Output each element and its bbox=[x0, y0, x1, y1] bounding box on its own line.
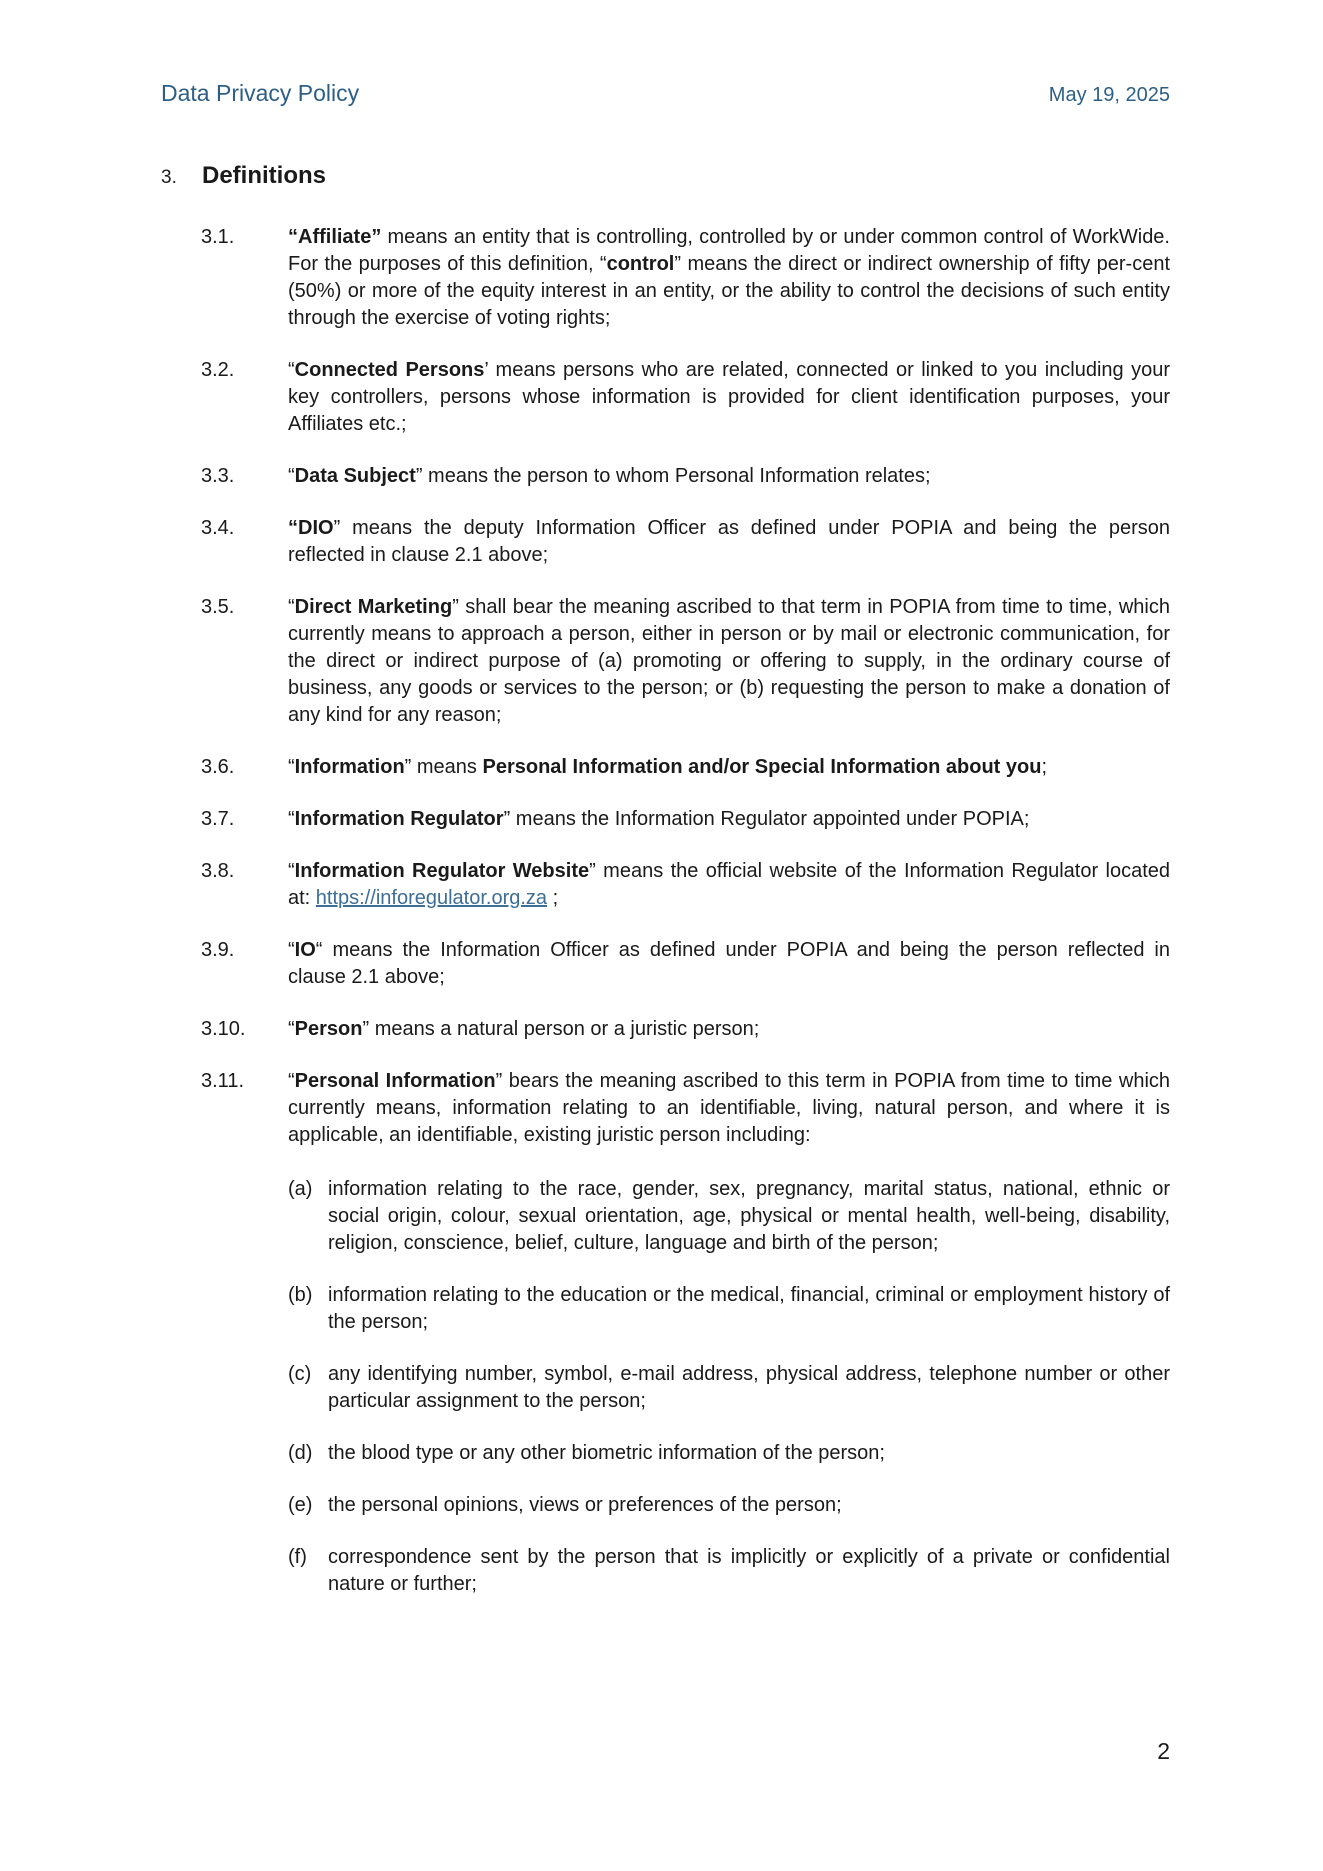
term-open-quote: “ bbox=[288, 1070, 295, 1092]
defined-term: Information Regulator bbox=[294, 808, 504, 830]
term-close-quote: ” bbox=[362, 1018, 370, 1040]
sublist-item bbox=[288, 1361, 1170, 1415]
term-close-quote: ” bbox=[495, 1070, 503, 1092]
definition-number: 3.7. bbox=[201, 808, 235, 830]
definition-body: means the deputy Information Officer as defined under POPIA and being the person reflected in clause 2.1 above; bbox=[288, 517, 1170, 566]
defined-term: Information Regulator Website bbox=[294, 860, 590, 882]
sublist-label: (a) bbox=[288, 1178, 313, 1200]
term-open-quote: “ bbox=[288, 517, 298, 539]
definition-item bbox=[201, 357, 1170, 438]
definition-number: 3.4. bbox=[201, 517, 235, 539]
defined-term: Data Subject bbox=[294, 465, 416, 487]
definition-number: 3.6. bbox=[201, 756, 235, 778]
definition-text bbox=[288, 858, 1170, 912]
definition-item bbox=[201, 515, 1170, 569]
definition-body: shall bear the meaning ascribed to that term in POPIA from time to time, which currently means to approach a person, either in person or by mail or electronic communication, for the direct or indirect purpose of (a) promoting or offering to supply, in the ordinary course of business, any goods or services to the person; or (b) requesting the person to make a donation of any kind for any reason; bbox=[288, 596, 1170, 726]
definition-body: means the person to whom Personal Information relates; bbox=[422, 465, 931, 487]
term-close-quote: ” bbox=[452, 596, 459, 618]
definition-item bbox=[201, 224, 1170, 332]
term-open-quote: “ bbox=[288, 596, 295, 618]
defined-term: Person bbox=[294, 1018, 363, 1040]
term-close-quote: ” bbox=[404, 756, 412, 778]
definition-body: means an entity that is controlling, controlled by or under common control of WorkWide. For the purposes of this definition, “ bbox=[288, 226, 1170, 275]
regulator-website-link[interactable]: https://inforegulator.org.za bbox=[315, 887, 548, 909]
term-close-quote: “ bbox=[315, 939, 323, 961]
definition-text bbox=[288, 1016, 1170, 1043]
sublist-label: (e) bbox=[288, 1494, 313, 1516]
term-open-quote: “ bbox=[288, 939, 295, 961]
definitions-list bbox=[201, 224, 1170, 1623]
sublist-item bbox=[288, 1282, 1170, 1336]
definition-item bbox=[201, 1016, 1170, 1043]
defined-term: Connected Persons bbox=[294, 359, 485, 381]
document-header-title: Data Privacy Policy bbox=[161, 80, 360, 106]
sublist-text: information relating to the race, gender, sex, pregnancy, marital status, national, ethnic or social origin, colour, sexual orientation, age, physical or mental health, well-being, disability, religion, conscience, belief, culture, language and birth of the person; bbox=[328, 1178, 1170, 1254]
term-close-quote: ” bbox=[333, 517, 341, 539]
defined-term: Direct Marketing bbox=[294, 596, 453, 618]
definition-number: 3.1. bbox=[201, 226, 235, 248]
defined-term-inline: control bbox=[606, 253, 675, 275]
definition-item bbox=[201, 858, 1170, 912]
definition-text bbox=[288, 1068, 1170, 1149]
sublist-text: the personal opinions, views or preferences of the person; bbox=[328, 1494, 842, 1516]
defined-term: DIO bbox=[298, 517, 334, 539]
definition-item bbox=[201, 463, 1170, 490]
page-number: 2 bbox=[1157, 1738, 1170, 1764]
definition-body-cont: ; bbox=[1041, 756, 1048, 778]
sublist-item bbox=[288, 1176, 1170, 1257]
definition-number: 3.11. bbox=[201, 1070, 244, 1092]
sublist-label: (c) bbox=[288, 1363, 312, 1385]
section-title: Definitions bbox=[202, 162, 326, 189]
section-number: 3. bbox=[161, 167, 177, 188]
sublist-item bbox=[288, 1440, 1170, 1467]
sublist-label: (b) bbox=[288, 1284, 313, 1306]
definition-text bbox=[288, 937, 1170, 991]
definition-number: 3.2. bbox=[201, 359, 235, 381]
term-close-quote: ” bbox=[589, 860, 596, 882]
definition-number: 3.10. bbox=[201, 1018, 246, 1040]
definition-body-cont: ; bbox=[547, 887, 559, 909]
definition-emphasis: Personal Information and/or Special Information about you bbox=[482, 756, 1042, 778]
definition-body: means bbox=[411, 756, 483, 778]
term-open-quote: “ bbox=[288, 226, 298, 248]
definition-body: means the official website of the Information Regulator located at: bbox=[288, 860, 1170, 909]
sublist-label: (d) bbox=[288, 1442, 313, 1464]
definition-body: means the Information Regulator appointed under POPIA; bbox=[510, 808, 1030, 830]
definition-body: means a natural person or a juristic person; bbox=[369, 1018, 760, 1040]
term-close-quote: ” bbox=[503, 808, 511, 830]
definition-text bbox=[288, 754, 1170, 781]
definition-number: 3.8. bbox=[201, 860, 235, 882]
sublist-item bbox=[288, 1492, 1170, 1519]
definition-body: means the Information Officer as defined under POPIA and being the person reflected in clause 2.1 above; bbox=[288, 939, 1170, 988]
term-open-quote: “ bbox=[288, 860, 295, 882]
term-open-quote: “ bbox=[288, 808, 295, 830]
definition-text bbox=[288, 463, 1170, 490]
definition-text bbox=[288, 806, 1170, 833]
term-open-quote: “ bbox=[288, 756, 295, 778]
definition-text bbox=[288, 357, 1170, 438]
term-close-quote: ’ bbox=[484, 359, 489, 381]
sublist-text: information relating to the education or the medical, financial, criminal or employment history of the person; bbox=[328, 1284, 1170, 1333]
defined-term: Personal Information bbox=[294, 1070, 496, 1092]
definition-body: means persons who are related, connected or linked to you including your key controllers, persons whose information is provided for client identification purposes, your Affiliates etc.; bbox=[288, 359, 1171, 435]
defined-term: IO bbox=[294, 939, 316, 961]
definition-item bbox=[201, 806, 1170, 833]
sublist-text: the blood type or any other biometric information of the person; bbox=[328, 1442, 885, 1464]
term-open-quote: “ bbox=[288, 465, 295, 487]
defined-term: Affiliate bbox=[298, 226, 372, 248]
sublist-item bbox=[288, 1544, 1170, 1598]
defined-term: Information bbox=[294, 756, 405, 778]
definition-item bbox=[201, 937, 1170, 991]
definition-item bbox=[201, 1068, 1170, 1149]
definition-text bbox=[288, 594, 1170, 729]
definition-item bbox=[201, 754, 1170, 781]
definition-number: 3.9. bbox=[201, 939, 235, 961]
definition-text bbox=[288, 224, 1170, 332]
definition-number: 3.3. bbox=[201, 465, 235, 487]
definition-body-cont: ” means the direct or indirect ownership of fifty per-cent (50%) or more of the equity interest in an entity, or the ability to control the decisions of such entity through the exercise of voting rights; bbox=[288, 253, 1170, 329]
definition-item bbox=[201, 594, 1170, 729]
sublist-text: correspondence sent by the person that is implicitly or explicitly of a private or confidential nature or further; bbox=[328, 1546, 1170, 1595]
sublist-label: (f) bbox=[288, 1546, 307, 1568]
definition-body: bears the meaning ascribed to this term in POPIA from time to time which currently means, information relating to an identifiable, living, natural person, and where it is applicable, an identifiable, existing juristic person including: bbox=[288, 1070, 1171, 1146]
section-heading bbox=[161, 162, 326, 190]
personal-information-sublist bbox=[288, 1176, 1170, 1598]
term-close-quote: ” bbox=[415, 465, 423, 487]
definition-text bbox=[288, 515, 1170, 569]
document-header-date: May 19, 2025 bbox=[1048, 84, 1170, 106]
term-open-quote: “ bbox=[288, 1018, 295, 1040]
term-open-quote: “ bbox=[288, 359, 295, 381]
term-close-quote: ” bbox=[371, 226, 382, 248]
definition-number: 3.5. bbox=[201, 596, 235, 618]
sublist-text: any identifying number, symbol, e-mail address, physical address, telephone number or other particular assignment to the person; bbox=[328, 1363, 1170, 1412]
